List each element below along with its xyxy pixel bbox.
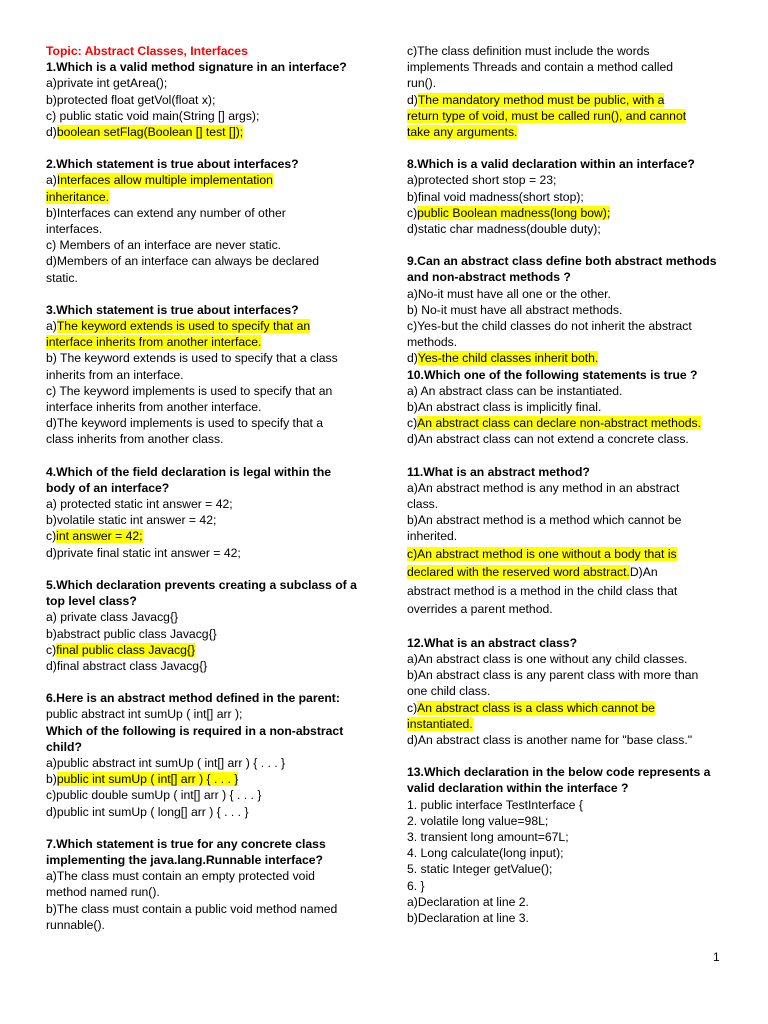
highlighted-answer: public int sumUp ( int[] arr ) { . . . } xyxy=(56,772,239,787)
highlighted-answer: boolean setFlag(Boolean [] test []); xyxy=(56,125,244,140)
text-line xyxy=(407,829,725,845)
paragraph-gap xyxy=(407,237,725,253)
highlighted-answer: declared with the reserved word abstract. xyxy=(407,565,630,580)
text-line xyxy=(46,253,364,269)
text-segment: one child class. xyxy=(407,684,491,699)
text-line xyxy=(407,415,725,431)
text-segment: a)An abstract method is any method in an abstract xyxy=(407,480,680,495)
text-line xyxy=(46,189,364,205)
text-line xyxy=(407,59,725,75)
text-segment: c) The keyword implements is used to specify that an xyxy=(46,383,333,398)
text-line xyxy=(46,383,364,399)
question-line xyxy=(407,269,725,285)
text-line xyxy=(407,399,725,415)
text-segment: Which of the following is required in a non-abstract xyxy=(46,723,344,738)
text-line xyxy=(46,787,364,803)
text-line xyxy=(407,350,725,366)
text-line xyxy=(46,901,364,917)
text-segment: d)static char madness(double duty); xyxy=(407,222,601,237)
text-line xyxy=(46,755,364,771)
question-line xyxy=(407,780,725,796)
paragraph-gap xyxy=(46,140,364,156)
question-line xyxy=(46,480,364,496)
text-line xyxy=(407,700,725,716)
text-line xyxy=(407,683,725,699)
text-line xyxy=(407,894,725,910)
text-segment: 11.What is an abstract method? xyxy=(407,464,590,479)
highlighted-answer: take any arguments. xyxy=(407,125,518,140)
text-segment: run(). xyxy=(407,76,437,91)
text-line xyxy=(46,334,364,350)
paragraph-gap xyxy=(46,448,364,464)
paragraph-gap xyxy=(46,820,364,836)
text-line xyxy=(407,431,725,447)
text-segment: 4. Long calculate(long input); xyxy=(407,846,564,861)
question-line xyxy=(46,577,364,593)
text-line xyxy=(46,917,364,933)
text-segment: runnable(). xyxy=(46,917,105,932)
text-segment: c) Members of an interface are never static. xyxy=(46,238,282,253)
text-line xyxy=(407,286,725,302)
text-segment: 10.Which one of the following statements is true ? xyxy=(407,367,698,382)
text-segment: b) No-it must have all abstract methods. xyxy=(407,302,623,317)
text-line xyxy=(407,600,725,619)
text-segment: 6.Here is an abstract method defined in the parent: xyxy=(46,691,340,706)
text-segment: a)private int getArea(); xyxy=(46,76,168,91)
text-line xyxy=(407,667,725,683)
question-line xyxy=(46,852,364,868)
text-line xyxy=(46,431,364,447)
text-segment: implementing the java.lang.Runnable interface? xyxy=(46,852,323,867)
text-segment: b)abstract public class Javacg{} xyxy=(46,626,217,641)
text-line xyxy=(46,804,364,820)
text-line xyxy=(46,642,364,658)
text-line xyxy=(46,350,364,366)
question-line xyxy=(46,723,364,739)
text-line xyxy=(407,732,725,748)
highlighted-answer: instantiated. xyxy=(407,716,473,731)
text-line xyxy=(46,609,364,625)
highlighted-answer: return type of void, must be called run(), and cannot xyxy=(407,108,687,123)
text-segment: inherits from an interface. xyxy=(46,367,184,382)
text-segment: inherited. xyxy=(407,529,458,544)
text-segment: b)protected float getVol(float x); xyxy=(46,92,216,107)
question-line xyxy=(46,836,364,852)
text-segment: c) xyxy=(407,416,418,431)
text-line xyxy=(46,237,364,253)
text-line xyxy=(407,43,725,59)
text-segment: a) xyxy=(46,319,57,334)
text-line xyxy=(46,658,364,674)
text-line xyxy=(407,124,725,140)
paragraph-gap xyxy=(407,748,725,764)
text-segment: a) private class Javacg{} xyxy=(46,610,179,625)
text-line xyxy=(46,884,364,900)
text-segment: b)Interfaces can extend any number of other xyxy=(46,205,286,220)
text-line xyxy=(407,861,725,877)
text-segment: a)public abstract int sumUp ( int[] arr ) { . . . } xyxy=(46,755,286,770)
text-line xyxy=(407,545,725,564)
text-segment: class. xyxy=(407,497,439,512)
text-segment: abstract method is a method in the child class that xyxy=(407,583,678,598)
text-segment: a) An abstract class can be instantiated. xyxy=(407,383,623,398)
text-segment: 8.Which is a valid declaration within an interface? xyxy=(407,157,695,172)
text-segment: 4.Which of the field declaration is legal within the xyxy=(46,464,332,479)
text-segment: c) xyxy=(407,205,418,220)
text-segment: d)public int sumUp ( long[] arr ) { . . . } xyxy=(46,804,249,819)
text-segment: 2.Which statement is true about interfaces? xyxy=(46,157,299,172)
text-segment: c) public static void main(String [] args); xyxy=(46,108,260,123)
text-segment: b)An abstract class is any parent class with more than xyxy=(407,668,699,683)
text-line xyxy=(407,528,725,544)
text-line xyxy=(46,528,364,544)
text-segment: interface inherits from another interface. xyxy=(46,400,262,415)
text-line xyxy=(407,221,725,237)
highlighted-answer: interface inherits from another interface. xyxy=(46,335,262,350)
text-segment: b)An abstract class is implicitly final. xyxy=(407,400,602,415)
question-line xyxy=(407,464,725,480)
text-line xyxy=(46,75,364,91)
text-line xyxy=(46,221,364,237)
text-segment: b) The keyword extends is used to specify that a class xyxy=(46,351,338,366)
text-segment: a) protected static int answer = 42; xyxy=(46,497,233,512)
text-line xyxy=(407,302,725,318)
question-line xyxy=(46,464,364,480)
text-line xyxy=(407,582,725,601)
text-segment: b)final void madness(short stop); xyxy=(407,189,584,204)
highlighted-answer: An abstract class is a class which cannot be xyxy=(417,700,655,715)
text-line xyxy=(46,270,364,286)
text-segment: c) xyxy=(46,529,57,544)
highlighted-answer: The keyword extends is used to specify that an xyxy=(56,319,311,334)
text-line xyxy=(407,845,725,861)
left-column xyxy=(46,43,364,933)
question-line xyxy=(407,253,725,269)
text-line xyxy=(407,75,725,91)
highlighted-answer: c)An abstract method is one without a body that is xyxy=(407,546,677,561)
text-line xyxy=(407,172,725,188)
paragraph-gap xyxy=(407,448,725,464)
text-segment: implements Threads and contain a method called xyxy=(407,60,674,75)
question-line xyxy=(46,593,364,609)
text-segment: 3.Which statement is true about interfaces? xyxy=(46,302,299,317)
text-segment: b)An abstract method is a method which cannot be xyxy=(407,513,682,528)
question-line xyxy=(46,739,364,755)
paragraph-gap xyxy=(407,140,725,156)
text-segment: a)Declaration at line 2. xyxy=(407,894,529,909)
text-segment: d)final abstract class Javacg{} xyxy=(46,658,208,673)
right-column xyxy=(407,43,725,926)
text-line xyxy=(46,868,364,884)
text-segment: d)The keyword implements is used to specify that a xyxy=(46,416,324,431)
text-line xyxy=(407,797,725,813)
text-segment: 5.Which declaration prevents creating a subclass of a xyxy=(46,577,357,592)
text-segment: body of an interface? xyxy=(46,480,170,495)
text-line xyxy=(407,512,725,528)
text-segment: a)protected short stop = 23; xyxy=(407,173,557,188)
text-line xyxy=(407,383,725,399)
text-segment: and non-abstract methods ? xyxy=(407,270,571,285)
text-segment: 5. static Integer getValue(); xyxy=(407,862,553,877)
text-segment: a)The class must contain an empty protected void xyxy=(46,869,315,884)
text-line xyxy=(46,367,364,383)
text-segment: d)An abstract class is another name for "base class." xyxy=(407,732,693,747)
paragraph-gap xyxy=(46,561,364,577)
text-segment: d) xyxy=(407,92,418,107)
text-line xyxy=(46,172,364,188)
question-line xyxy=(407,764,725,780)
text-line xyxy=(46,108,364,124)
text-line xyxy=(407,92,725,108)
text-segment: 6. } xyxy=(407,878,425,893)
text-segment: b)Declaration at line 3. xyxy=(407,910,529,925)
question-line xyxy=(407,367,725,383)
text-segment: c)public double sumUp ( int[] arr ) { . . . } xyxy=(46,788,262,803)
paragraph-gap xyxy=(46,674,364,690)
text-segment: 2. volatile long value=98L; xyxy=(407,813,549,828)
text-segment: c) xyxy=(46,642,57,657)
highlighted-answer: The mandatory method must be public, with a xyxy=(417,92,665,107)
text-line xyxy=(46,626,364,642)
highlighted-answer: final public class Javacg{} xyxy=(56,642,196,657)
text-segment: b)volatile static int answer = 42; xyxy=(46,513,217,528)
question-line xyxy=(46,302,364,318)
highlighted-answer: inheritance. xyxy=(46,189,110,204)
text-line xyxy=(46,92,364,108)
text-segment: class inherits from another class. xyxy=(46,432,224,447)
text-segment: D)An xyxy=(629,565,658,580)
question-line xyxy=(407,156,725,172)
text-line xyxy=(46,496,364,512)
text-segment: c) xyxy=(407,700,418,715)
text-line xyxy=(46,318,364,334)
page-number: 1 xyxy=(713,950,720,964)
text-line xyxy=(407,813,725,829)
text-segment: a) xyxy=(46,173,57,188)
paragraph-gap xyxy=(407,619,725,635)
text-segment: 1.Which is a valid method signature in an interface? xyxy=(46,60,347,75)
text-segment: public abstract int sumUp ( int[] arr ); xyxy=(46,707,243,722)
text-segment: 3. transient long amount=67L; xyxy=(407,829,569,844)
text-segment: interfaces. xyxy=(46,222,103,237)
text-segment: a)An abstract class is one without any child classes. xyxy=(407,651,688,666)
text-segment: 12.What is an abstract class? xyxy=(407,635,578,650)
highlighted-answer: int answer = 42; xyxy=(56,529,143,544)
highlighted-answer: An abstract class can declare non-abstract methods. xyxy=(417,416,701,431)
text-line xyxy=(407,716,725,732)
text-segment: d)Members of an interface can always be declared xyxy=(46,254,320,269)
highlighted-answer: Interfaces allow multiple implementation xyxy=(56,173,273,188)
text-line xyxy=(407,189,725,205)
text-segment: c)Yes-but the child classes do not inherit the abstract xyxy=(407,319,692,334)
text-line xyxy=(407,651,725,667)
text-segment: child? xyxy=(46,739,82,754)
text-line xyxy=(407,496,725,512)
text-segment: a)No-it must have all one or the other. xyxy=(407,286,611,301)
text-segment: static. xyxy=(46,270,78,285)
text-segment: d) xyxy=(407,351,418,366)
text-line xyxy=(46,771,364,787)
text-line xyxy=(407,910,725,926)
text-line xyxy=(407,108,725,124)
text-segment: method named run(). xyxy=(46,885,160,900)
text-segment: b) xyxy=(46,772,57,787)
text-segment: top level class? xyxy=(46,594,137,609)
text-line xyxy=(407,334,725,350)
question-line xyxy=(46,59,364,75)
text-line xyxy=(46,415,364,431)
text-line xyxy=(46,205,364,221)
text-line xyxy=(46,706,364,722)
text-line xyxy=(407,480,725,496)
text-segment: 9.Can an abstract class define both abstract methods xyxy=(407,254,717,269)
text-segment: methods. xyxy=(407,335,458,350)
text-line xyxy=(407,205,725,221)
text-segment: 13.Which declaration in the below code represents a xyxy=(407,765,711,780)
text-segment: c)The class definition must include the words xyxy=(407,44,650,58)
text-line xyxy=(407,878,725,894)
text-segment: valid declaration within the interface ? xyxy=(407,781,629,796)
text-segment: d)An abstract class can not extend a concrete class. xyxy=(407,432,689,447)
text-line xyxy=(407,563,725,582)
text-segment: 7.Which statement is true for any concrete class xyxy=(46,836,326,851)
text-segment: overrides a parent method. xyxy=(407,602,553,617)
topic-title: Topic: Abstract Classes, Interfaces xyxy=(46,44,248,58)
question-line xyxy=(46,156,364,172)
text-line xyxy=(46,124,364,140)
text-segment: d)private final static int answer = 42; xyxy=(46,545,241,560)
question-line xyxy=(46,43,364,59)
text-line xyxy=(46,399,364,415)
text-segment: 1. public interface TestInterface { xyxy=(407,797,583,812)
highlighted-answer: Yes-the child classes inherit both. xyxy=(417,351,599,366)
question-line xyxy=(407,635,725,651)
text-line xyxy=(46,512,364,528)
text-segment: d) xyxy=(46,125,57,140)
paragraph-gap xyxy=(46,286,364,302)
highlighted-answer: public Boolean madness(long bow); xyxy=(417,205,611,220)
text-line xyxy=(46,545,364,561)
text-line xyxy=(407,318,725,334)
question-line xyxy=(46,690,364,706)
text-segment: b)The class must contain a public void method named xyxy=(46,901,338,916)
